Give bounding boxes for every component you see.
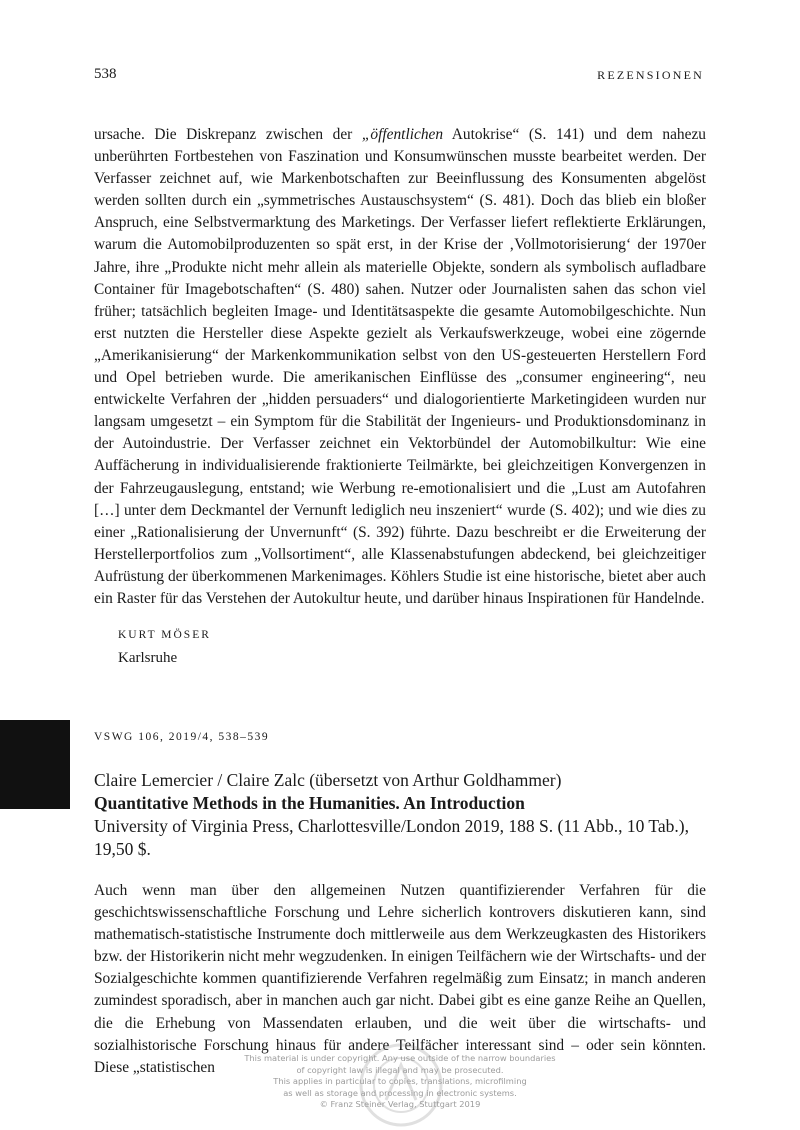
book-authors: Claire Lemercier / Claire Zalc (übersetzt von Arthur Goldhammer) [94,770,562,790]
chapter-thumb-tab [0,720,70,809]
reviewer-name: KURT MÖSER [118,629,211,641]
book-publication: University of Virginia Press, Charlottesville/London 2019, 188 S. (11 Abb., 10 Tab.), [94,816,689,836]
journal-citation: VSWG 106, 2019/4, 538–539 [94,731,270,743]
reviewer-signature [118,624,211,670]
copyright-line: as well as storage and processing in electronic systems. [283,1087,517,1098]
copyright-line: This material is under copyright. Any use outside of the narrow boundaries [244,1053,556,1063]
book-info [94,769,706,861]
review-body-paragraph: Auch wenn man über den allgemeinen Nutzen quantifizierender Verfahren für die geschichtswissenschaftliche Forschung und Lehre sicherlich kontrovers diskutieren kann, sind mathematisch-statistische Instrumente doch mittlerweile aus dem Werkzeugkasten des Historikers bzw. der Historikerin nicht mehr wegzudenken. In einigen Teilfächern wie der Wirtschafts- und der Sozialgeschichte kommen quantifizierende Verfahren regelmäßig zum Einsatz; in manch anderen zumindest sporadisch, aber in manchen auch gar nicht. Dabei gibt es eine ganze Reihe an Quellen, die die Erhebung von Massendaten erlauben, und die weit über die wirtschafts- und sozialhistorische Forschung hinaus für andere Teilfächer interessant sind – oder sein könnten. Diese „statistischen [94,882,706,1076]
book-price: 19,50 $. [94,839,151,859]
copyright-notice [0,1053,800,1111]
review-body-paragraph: ursache. Die Diskrepanz zwischen der „öffentlichen Autokrise“ (S. 141) und dem nahezu unberührten Fortbestehen von Faszination und Konsumwünschen musste bearbeitet werden. Der Verfasser zeichnet auf, wie Markenbotschaften zur Beeinflussung des Konsumenten abgelöst werden sollten durch ein „symmetrisches Austauschsystem“ (S. 481). Doch das blieb ein bloßer Anspruch, eine Selbstvermarktung des Marketings. Der Verfasser liefert reflektierte Erklärungen, warum die Automobilproduzenten so spät erst, in der Krise der ‚Vollmotorisierung‘ der 1970er Jahre, ihre „Produkte nicht mehr allein als materielle Objekte, sondern als symbolisch aufladbare Container für Imagebotschaften“ (S. 480) sahen. Nutzer oder Journalisten sahen das schon viel früher; tatsächlich begleiten Image- und Identitätsaspekte die gesamte Automobilgeschichte. Nun erst nutzten die Hersteller diese Aspekte gezielt als Verkaufswerkzeuge, wobei eine zögernde „Amerikanisierung“ der Markenkommunikation selbst von den US-gesteuerten Herstellern Ford und Opel betrieben wurde. Die amerikanischen Einflüsse des „consumer engineering“, neu entwickelte Verfahren der „hidden persuaders“ und dialogorientierte Marketingideen wurden nur langsam umgesetzt – ein Symptom für die Stabilität der Ingenieurs- und Produktionsdominanz in der Autoindustrie. Der Verfasser zeichnet ein Vektorbündel der Automobilkultur: Wie eine Auffächerung in individualisierende fraktionierte Teilmärkte, bei gleichzeitigen Konvergenzen in der Fahrzeugauslegung, entstand; wie Werbung re-emotionalisiert und die „Lust am Autofahren […] unter dem Deckmantel der Vernunft lediglich neu inszeniert“ wurde (S. 402); und wie dies zu einer „Rationalisierung der Unvernunft“ (S. 392) führte. Dazu beschreibt er die Erweiterung der Herstellerportfolios zum „Vollsortiment“, alle Klassenabstufungen abdeckend, bei gleichzeitiger Aufrüstung der überkommenen Markenimages. Köhlers Studie ist eine historische, bietet aber auch ein Raster für das Verstehen der Autokultur heute, und darüber hinaus Inspirationen für Handelnde. [94,126,706,607]
page-number: 538 [94,66,117,82]
reviewer-location: Karlsruhe [118,650,178,666]
copyright-line: of copyright law is illegal and may be prosecuted. [296,1064,504,1075]
running-head: REZENSIONEN [597,68,704,82]
book-title: Quantitative Methods in the Humanities. An Introduction [94,793,525,813]
copyright-line: This applies in particular to copies, translations, microfilming [273,1076,527,1087]
copyright-line: © Franz Steiner Verlag, Stuttgart 2019 [319,1099,481,1110]
